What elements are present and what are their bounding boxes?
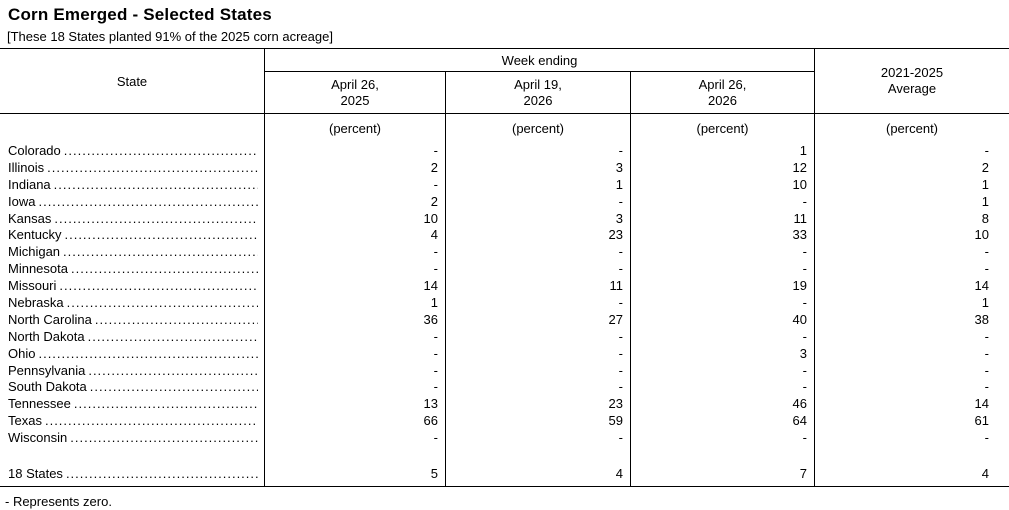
value-cell-average: 1 (981, 176, 989, 192)
state-name-cell (0, 176, 265, 193)
value-cell-week3: - (631, 260, 815, 277)
state-name-cell (0, 260, 265, 277)
state-name-cell (0, 378, 265, 395)
value-cell-week2: - (446, 260, 631, 277)
state-name: Minnesota (8, 261, 68, 277)
state-name-cell (0, 362, 265, 379)
table-row (0, 142, 1009, 159)
value-cell-week3: - (631, 243, 815, 260)
table-row (0, 243, 1009, 260)
state-name: Texas (8, 413, 42, 429)
value-cell-week2: 23 (446, 226, 631, 243)
average-header-line2: Average (887, 81, 937, 96)
value-cell-week1: - (265, 260, 446, 277)
value-cell-week2: - (446, 378, 631, 395)
date2-line1: April 19, (514, 76, 562, 92)
value-cell-average: - (984, 142, 989, 158)
value-cell-week3: 40 (631, 311, 815, 328)
state-name: Nebraska (8, 294, 64, 310)
table-row (0, 412, 1009, 429)
state-name-cell (0, 395, 265, 412)
value-cell-week2: 27 (446, 311, 631, 328)
spacer-value-cell (265, 446, 446, 461)
state-name-cell (0, 226, 265, 243)
state-name: North Carolina (8, 311, 92, 327)
value-cell-week3: 46 (631, 395, 815, 412)
value-cell-week2: - (446, 243, 631, 260)
table-row (0, 362, 1009, 379)
value-cell-average: 14 (974, 396, 989, 412)
value-cell-week3: 3 (631, 345, 815, 362)
value-cell-week1: - (265, 176, 446, 193)
dot-leader (64, 143, 258, 158)
state-name: Wisconsin (8, 430, 68, 446)
state-name: Kansas (8, 210, 52, 226)
value-cell-week3: 33 (631, 226, 815, 243)
dot-leader (71, 261, 258, 276)
total-average-cell: 4 (981, 466, 989, 482)
value-cell-week1: - (265, 142, 446, 159)
state-name-cell (0, 311, 265, 328)
column-header-date-1 (265, 72, 446, 114)
value-cell-week2: 3 (446, 159, 631, 176)
state-name-cell (0, 412, 265, 429)
value-cell-average: - (984, 345, 989, 361)
table-row (0, 345, 1009, 362)
state-name: Pennsylvania (8, 362, 86, 378)
value-cell-average: - (984, 362, 989, 378)
table-row (0, 193, 1009, 210)
state-name: Tennessee (8, 396, 71, 412)
value-cell-week1: 2 (265, 159, 446, 176)
value-cell-week1: 14 (265, 277, 446, 294)
unit-label: (percent) (265, 114, 446, 142)
value-cell-week2: - (446, 193, 631, 210)
dot-leader (70, 430, 258, 445)
state-name: Michigan (8, 244, 61, 260)
state-name-cell (0, 243, 265, 260)
dot-leader (54, 177, 258, 192)
column-header-state: State (0, 49, 265, 114)
value-cell-average: 8 (981, 210, 989, 226)
state-name: Illinois (8, 159, 45, 175)
value-cell-average: - (984, 379, 989, 395)
dot-leader (59, 278, 258, 293)
value-cell-week3: 10 (631, 176, 815, 193)
value-cell-week2: - (446, 429, 631, 446)
table-row (0, 378, 1009, 395)
value-cell-week2: 59 (446, 412, 631, 429)
state-name: Kentucky (8, 227, 62, 243)
state-name: Missouri (8, 278, 57, 294)
value-cell-week2: 1 (446, 176, 631, 193)
value-cell-week1: - (265, 243, 446, 260)
value-cell-week1: - (265, 345, 446, 362)
unit-cell-state (0, 114, 265, 142)
value-cell-average: 1 (981, 193, 989, 209)
report-subtitle: [These 18 States planted 91% of the 2025 corn acreage] (7, 29, 333, 44)
state-name-cell (0, 345, 265, 362)
state-name: South Dakota (8, 379, 87, 395)
dot-leader (63, 244, 258, 259)
dot-leader (47, 160, 258, 175)
value-cell-average: 10 (974, 227, 989, 243)
value-cell-week2: 11 (446, 277, 631, 294)
spacer-value-cell (446, 446, 631, 461)
value-cell-week3: - (631, 378, 815, 395)
total-row (0, 461, 1009, 486)
unit-label: (percent) (885, 120, 939, 136)
state-name-cell (0, 142, 265, 159)
value-cell-average: 61 (974, 413, 989, 429)
value-cell-week3: - (631, 362, 815, 379)
dot-leader (66, 466, 258, 481)
value-cell-week1: - (265, 378, 446, 395)
table-row (0, 294, 1009, 311)
total-value-cell: 5 (265, 461, 446, 486)
date2-line2: 2026 (523, 92, 553, 108)
value-cell-week3: 1 (631, 142, 815, 159)
value-cell-average: - (984, 244, 989, 260)
table-row (0, 210, 1009, 227)
value-cell-week3: - (631, 193, 815, 210)
table-header (0, 48, 1009, 142)
value-cell-average: 2 (981, 159, 989, 175)
value-cell-week3: 11 (631, 210, 815, 227)
report-title: Corn Emerged - Selected States (8, 5, 272, 24)
state-name: Iowa (8, 193, 36, 209)
value-cell-week3: - (631, 429, 815, 446)
value-cell-week2: - (446, 362, 631, 379)
value-cell-week1: 66 (265, 412, 446, 429)
value-cell-average: - (984, 328, 989, 344)
table-row (0, 429, 1009, 446)
value-cell-week2: - (446, 345, 631, 362)
column-header-date-2 (446, 72, 631, 114)
week-ending-header: Week ending (265, 49, 815, 72)
date1-line2: 2025 (340, 92, 370, 108)
state-name: Colorado (8, 142, 61, 158)
date3-line1: April 26, (698, 76, 747, 92)
dot-leader (88, 329, 258, 344)
footnote: - Represents zero. (5, 494, 112, 510)
dot-leader (38, 346, 258, 361)
value-cell-week3: - (631, 328, 815, 345)
dot-leader (88, 363, 258, 378)
table-row (0, 395, 1009, 412)
value-cell-week1: 4 (265, 226, 446, 243)
total-state-name: 18 States (8, 466, 63, 482)
value-cell-week1: - (265, 429, 446, 446)
value-cell-week2: - (446, 294, 631, 311)
value-cell-week1: 36 (265, 311, 446, 328)
spacer-state-cell (0, 446, 265, 461)
dot-leader (67, 295, 258, 310)
table-body (0, 142, 1009, 487)
value-cell-week2: - (446, 328, 631, 345)
date3-line2: 2026 (708, 92, 737, 108)
table-row (0, 226, 1009, 243)
value-cell-average: 1 (981, 294, 989, 310)
table-row (0, 260, 1009, 277)
value-cell-week1: - (265, 362, 446, 379)
dot-leader (38, 194, 258, 209)
value-cell-week2: - (446, 142, 631, 159)
value-cell-week3: 12 (631, 159, 815, 176)
value-cell-week1: 13 (265, 395, 446, 412)
value-cell-week2: 23 (446, 395, 631, 412)
dot-leader (90, 379, 258, 394)
unit-label: (percent) (446, 114, 631, 142)
state-name: Ohio (8, 345, 36, 361)
value-cell-week1: 10 (265, 210, 446, 227)
spacer-row (0, 446, 1009, 461)
spacer-average-cell (815, 446, 1009, 461)
value-cell-week1: - (265, 328, 446, 345)
value-cell-week3: - (631, 294, 815, 311)
dot-leader (74, 396, 258, 411)
value-cell-week2: 3 (446, 210, 631, 227)
state-name-cell (0, 210, 265, 227)
state-rows (0, 142, 1009, 446)
table-row (0, 328, 1009, 345)
value-cell-average: - (984, 261, 989, 277)
average-header-line1: 2021-2025 (880, 65, 944, 80)
total-value-cell: 7 (631, 461, 815, 486)
dot-leader (45, 413, 258, 428)
table-row (0, 176, 1009, 193)
state-name-cell (0, 193, 265, 210)
unit-label: (percent) (631, 114, 815, 142)
state-name-cell (0, 277, 265, 294)
state-name-cell (0, 159, 265, 176)
table-row (0, 277, 1009, 294)
value-cell-week1: 1 (265, 294, 446, 311)
dot-leader (54, 211, 258, 226)
corn-emerged-table (0, 48, 1009, 487)
state-name: Indiana (8, 176, 51, 192)
spacer-value-cell (631, 446, 815, 461)
state-name-cell (0, 429, 265, 446)
total-state-cell (0, 461, 265, 486)
table-row (0, 159, 1009, 176)
value-cell-average: 14 (974, 278, 989, 294)
total-value-cell: 4 (446, 461, 631, 486)
column-header-date-3 (631, 72, 815, 114)
value-cell-average: 38 (974, 311, 989, 327)
state-name-cell (0, 294, 265, 311)
column-header-average (815, 49, 1009, 114)
value-cell-average: - (984, 430, 989, 446)
dot-leader (64, 227, 258, 242)
state-name-cell (0, 328, 265, 345)
state-name: North Dakota (8, 328, 85, 344)
date1-line1: April 26, (331, 76, 379, 92)
value-cell-week1: 2 (265, 193, 446, 210)
table-row (0, 311, 1009, 328)
dot-leader (95, 312, 258, 327)
value-cell-week3: 19 (631, 277, 815, 294)
value-cell-week3: 64 (631, 412, 815, 429)
